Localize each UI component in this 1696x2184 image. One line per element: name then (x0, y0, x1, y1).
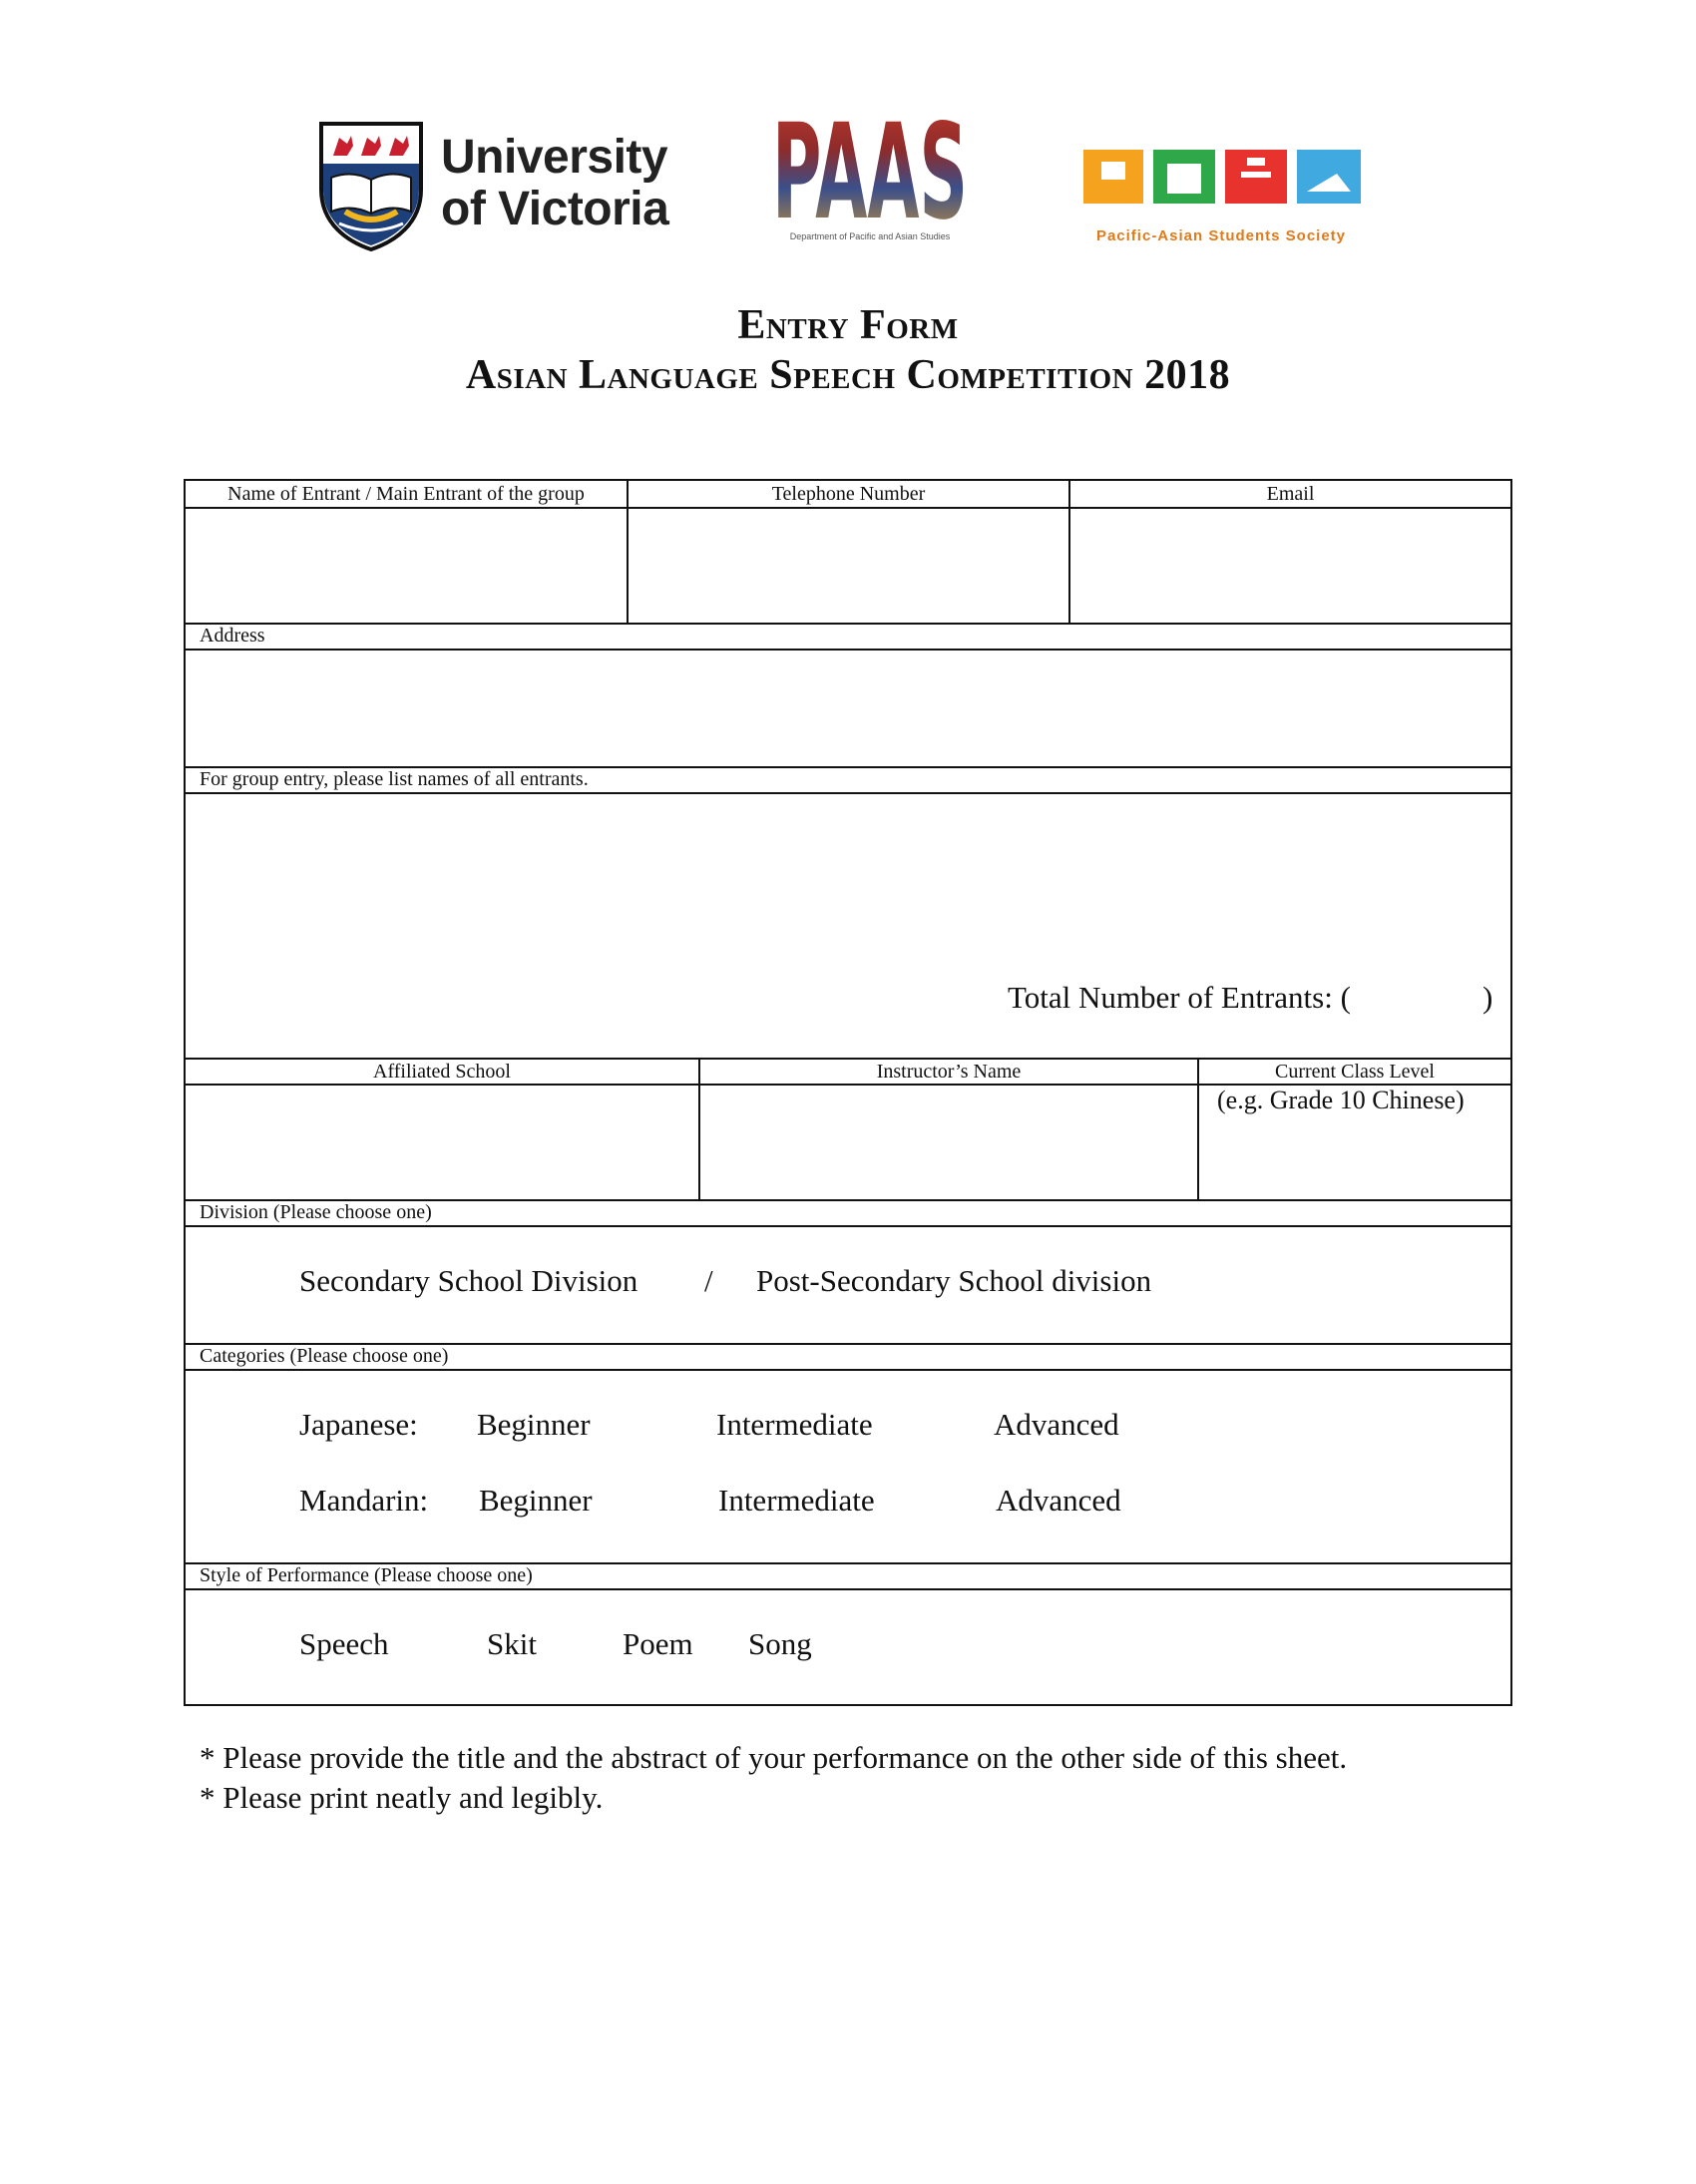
total-entrants-close: ) (1483, 980, 1493, 1015)
telephone-field[interactable] (631, 511, 1066, 621)
uvic-wordmark-line1: University (441, 131, 668, 184)
division-separator: / (704, 1263, 713, 1298)
mandarin-beginner-option[interactable]: Beginner (479, 1483, 593, 1518)
class-level-hint: (e.g. Grade 10 Chinese) (1217, 1086, 1465, 1114)
address-label: Address (200, 625, 265, 647)
form-notes (200, 1738, 1347, 1818)
style-song-option[interactable]: Song (748, 1626, 812, 1661)
affiliated-school-label: Affiliated School (373, 1061, 511, 1083)
university-of-victoria-logo (317, 120, 684, 254)
telephone-label: Telephone Number (771, 483, 926, 505)
note-title-abstract: * Please provide the title and the abstract of your performance on the other side of this sheet. (200, 1740, 1348, 1775)
division-label: Division (Please choose one) (200, 1201, 432, 1223)
japanese-label: Japanese: (299, 1407, 418, 1442)
japanese-advanced-option[interactable]: Advanced (994, 1407, 1119, 1442)
group-entry-label: For group entry, please list names of all entrants. (200, 768, 589, 790)
secondary-school-division-option[interactable]: Secondary School Division (299, 1263, 638, 1298)
categories-label: Categories (Please choose one) (200, 1345, 449, 1367)
competition-title: Asian Language Speech Competition 2018 (465, 352, 1231, 398)
style-speech-option[interactable]: Speech (299, 1626, 389, 1661)
svg-text:PAAS: PAAS (772, 100, 968, 229)
mandarin-intermediate-option[interactable]: Intermediate (718, 1483, 875, 1518)
affiliated-school-field[interactable] (188, 1088, 696, 1197)
style-of-performance-label: Style of Performance (Please choose one) (200, 1564, 533, 1586)
japanese-intermediate-option[interactable]: Intermediate (716, 1407, 873, 1442)
entry-form-table (184, 479, 1512, 1706)
pass-subtitle: Pacific-Asian Students Society (1095, 227, 1347, 244)
paas-logo (770, 100, 970, 244)
address-field[interactable] (188, 653, 1508, 762)
name-field[interactable] (188, 511, 625, 621)
pass-logo (1061, 148, 1381, 247)
mandarin-advanced-option[interactable]: Advanced (996, 1483, 1121, 1518)
total-entrants-field[interactable] (1379, 980, 1469, 1018)
instructor-name-label: Instructor’s Name (876, 1061, 1022, 1083)
current-class-level-label: Current Class Level (1275, 1061, 1435, 1083)
uvic-wordmark (441, 132, 668, 235)
pass-blocks-icon (1061, 148, 1381, 208)
japanese-beginner-option[interactable]: Beginner (477, 1407, 591, 1442)
uvic-crest-icon (317, 120, 425, 251)
email-label: Email (1266, 483, 1315, 505)
name-label: Name of Entrant / Main Entrant of the group (227, 483, 585, 505)
paas-subtitle: Department of Pacific and Asian Studies (789, 231, 951, 241)
style-skit-option[interactable]: Skit (487, 1626, 537, 1661)
paas-photo-letters-icon (770, 100, 970, 229)
total-entrants-label: Total Number of Entrants: ( (1008, 980, 1351, 1015)
style-poem-option[interactable]: Poem (623, 1626, 693, 1661)
uvic-wordmark-line2: of Victoria (441, 183, 669, 235)
mandarin-label: Mandarin: (299, 1483, 429, 1518)
form-title: Entry Form (737, 302, 959, 348)
group-entrants-field[interactable] (188, 796, 1508, 996)
instructor-name-field[interactable] (702, 1088, 1195, 1197)
email-field[interactable] (1072, 511, 1508, 621)
post-secondary-school-division-option[interactable]: Post-Secondary School division (756, 1263, 1152, 1298)
note-print-neatly: * Please print neatly and legibly. (200, 1780, 604, 1815)
